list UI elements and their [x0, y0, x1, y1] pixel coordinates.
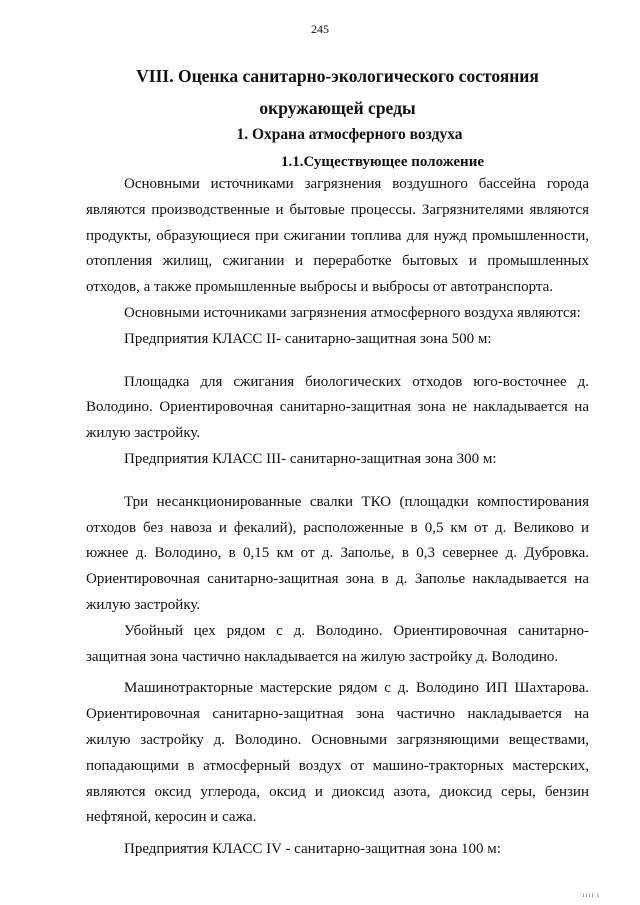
paragraph-intro: Основными источниками загрязнения воздушного бассейна города являются производственные и бытовые процессы. Загрязнителями являются продукты, образующиеся при сжигании топлива для нужд промышленности, отопления жилищ, сжигании и переработке бытовых и промышленных отходов, а также промышленные выбросы и выбросы от автотранспорта.: [86, 176, 589, 296]
paragraph-class-iv: Предприятия КЛАСС IV - санитарно-защитная зона 100 м:: [124, 841, 501, 858]
subsubsection-title: 1.1.Существующее положение: [280, 154, 485, 170]
subsection-title: 1. Охрана атмосферного воздуха: [236, 126, 463, 143]
scan-mark: ·ıııı ı: [579, 891, 600, 899]
page-number: 245: [311, 22, 329, 36]
paragraph-class-iii: Предприятия КЛАСС III- санитарно-защитная зона 300 м:: [124, 450, 497, 467]
headings-block: [86, 60, 589, 173]
body-text: [86, 172, 589, 863]
paragraph-slaughterhouse: Убойный цех рядом с д. Володино. Ориентировочная санитарно-защитная зона частично накладывается на жилую застройку д. Володино.: [86, 622, 589, 665]
section-title-line-1: VIII. Оценка санитарно-экологического состояния: [136, 66, 539, 86]
paragraph-bio-waste: Площадка для сжигания биологических отходов юго-восточнее д. Володино. Ориентировочная санитарно-защитная зона не накладывается на жилую застройку.: [86, 373, 589, 442]
paragraph-landfills: Три несанкционированные свалки ТКО (площадки компостирования отходов без навоза и фекалий), расположенные в 0,5 км от д. Великово и южнее д. Володино, в 0,15 км от д. Заполье, в 0,3 севернее д. Дубровка. Ориентировочная санитарно-защитная зона в д. Заполье накладывается на жилую застройку.: [86, 493, 589, 613]
paragraph-class-ii: Предприятия КЛАСС II- санитарно-защитная зона 500 м:: [124, 330, 492, 347]
section-title: [86, 60, 589, 124]
section-title-line-2: окружающей среды: [259, 98, 416, 118]
paragraph-workshops: Машинотракторные мастерские рядом с д. Володино ИП Шахтарова. Ориентировочная санитарно-защитная зона частично накладывается на жилую застройку д. Володино. Основными загрязняющими веществами, попадающими в атмосферный воздух от машино-тракторных мастерских, являются оксид углерода, оксид и диоксид азота, диоксид серы, бензин нефтяной, керосин и сажа.: [86, 680, 589, 826]
paragraph-sources: Основными источниками загрязнения атмосферного воздуха являются:: [124, 304, 581, 321]
